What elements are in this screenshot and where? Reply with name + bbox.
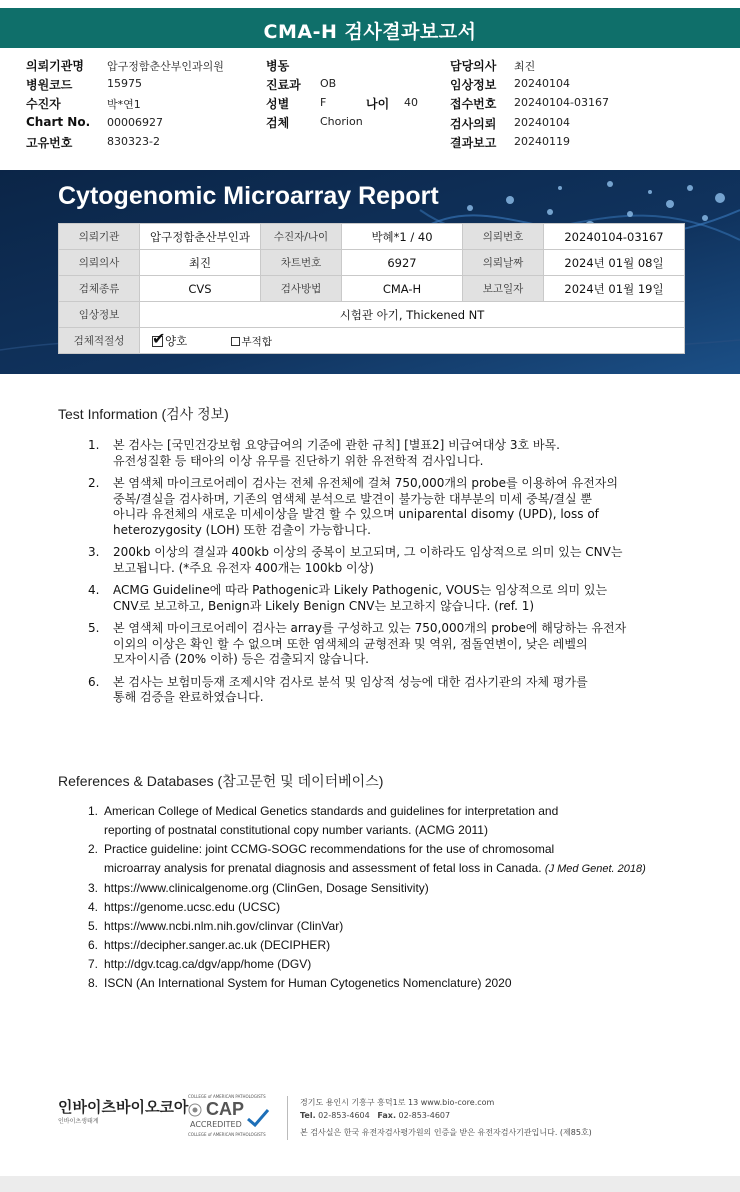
item-line-text: 본 염색체 마이크로어레이 검사는 array를 구성하고 있는 750,000개의 probe에 해당하는 유전자: [113, 621, 627, 635]
field-value-sex: F: [320, 96, 327, 109]
field-value-specimen: Chorion: [320, 115, 363, 128]
cap-text: CAP: [206, 1099, 245, 1119]
item-number: 5.: [88, 919, 99, 933]
field-label-doctor: 담당의사: [450, 59, 497, 73]
table-label: 보고일자: [463, 276, 544, 302]
reference-item: [88, 974, 728, 993]
journal-citation: (J Med Genet. 2018): [544, 863, 646, 875]
table-row: [59, 250, 685, 276]
item-number: 4.: [88, 900, 99, 914]
field-label-hospital-code: 병원코드: [26, 78, 73, 92]
table-value: 최진: [140, 250, 261, 276]
field-value-unique-no: 830323-2: [107, 135, 160, 148]
item-line-text: 이외의 이상은 확인 할 수 없으며 또한 염색체의 균형전좌 및 역위, 점돌연변이, 낮은 레벨의: [113, 636, 588, 651]
item-line-text: https://www.clinicalgenome.org (ClinGen, Dosage Sensitivity): [104, 881, 429, 895]
item-number: 2.: [88, 476, 100, 490]
table-value: 2024년 01월 19일: [544, 276, 685, 302]
item-line: [113, 438, 688, 454]
cap-emblem-icon: [188, 1103, 202, 1117]
checkmark-icon: ✔: [152, 328, 166, 348]
table-label: 검체적절성: [59, 328, 140, 354]
company-logo: 인바이츠바이오코아: [58, 1098, 189, 1116]
table-label: 임상정보: [59, 302, 140, 328]
reference-item: [88, 879, 728, 898]
table-label: 의뢰의사: [59, 250, 140, 276]
request-info-table: [58, 223, 685, 354]
reference-item: [88, 955, 728, 974]
field-label-result-date: 결과보고: [450, 136, 497, 150]
item-line: [113, 476, 688, 492]
reference-item: [88, 802, 728, 840]
item-number: 1.: [88, 438, 100, 452]
item-line-text: 유전성질환 등 태아의 이상 유무를 진단하기 위한 유전학적 검사입니다.: [113, 453, 484, 468]
cma-report-title: Cytogenomic Microarray Report: [58, 182, 439, 210]
footer-divider: [287, 1096, 288, 1140]
field-label-receipt-no: 접수번호: [450, 97, 497, 111]
cap-check-icon: [246, 1108, 270, 1128]
item-number: 3.: [88, 881, 99, 895]
item-line: [104, 917, 728, 936]
item-line: [113, 583, 688, 599]
clinical-info-value: 시험관 아기, Thickened NT: [140, 302, 685, 328]
field-label-sex: 성별: [266, 97, 290, 111]
field-value-chart-no: 00006927: [107, 116, 163, 129]
item-number: 6.: [88, 938, 99, 952]
item-line-text: http://dgv.tcag.ca/dgv/app/home (DGV): [104, 957, 312, 971]
reference-item: [88, 898, 728, 917]
item-number: 3.: [88, 545, 100, 559]
field-label-unique-no: 고유번호: [26, 136, 73, 150]
table-label: 검체종류: [59, 276, 140, 302]
field-label-specimen: 검체: [266, 116, 290, 130]
item-line-text: 보고됩니다. (*주요 유전자 400개는 100kb 이상): [113, 560, 374, 575]
item-line: [104, 936, 728, 955]
field-value-patient: 박*연1: [107, 98, 141, 111]
item-line-text: 중복/결실을 검사하며, 기존의 염색체 분석으로 발견이 불가능한 대부분의 미세 중복/결실 뿐: [113, 491, 592, 506]
item-number: 1.: [88, 804, 99, 818]
test-info-list: [88, 438, 688, 713]
cap-bottom-text: COLLEGE of AMERICAN PATHOLOGISTS: [188, 1132, 266, 1137]
footer: [0, 1090, 740, 1150]
item-line: [113, 561, 688, 577]
field-value-department: OB: [320, 77, 337, 90]
field-label-department: 진료과: [266, 78, 301, 92]
item-number: 7.: [88, 957, 99, 971]
field-value-result-date: 20240119: [514, 135, 570, 148]
item-line: [104, 821, 728, 840]
field-label-ward: 병동: [266, 59, 290, 73]
test-info-item: [88, 476, 688, 538]
table-value: 압구정함춘산부인과: [140, 224, 261, 250]
item-line: [113, 690, 688, 706]
title-bar: [0, 8, 740, 48]
reference-item: [88, 936, 728, 955]
item-line: [113, 637, 688, 653]
cap-accredited-logo: [188, 1094, 278, 1142]
test-info-item: [88, 675, 688, 706]
company-address: 경기도 용인시 기흥구 흥덕1로 13 www.bio-core.com: [300, 1098, 495, 1107]
report-title: CMA-H 검사결과보고서: [263, 21, 477, 43]
cap-top-text: COLLEGE of AMERICAN PATHOLOGISTS: [188, 1094, 266, 1099]
table-label: 의뢰기관: [59, 224, 140, 250]
field-label-patient: 수진자: [26, 97, 61, 111]
references-heading: References & Databases (참고문헌 및 데이터베이스): [58, 773, 384, 789]
item-line-text: CNV로 보고하고, Benign과 Likely Benign CNV는 보고하지 않습니다. (ref. 1): [113, 598, 535, 613]
item-line: [113, 545, 688, 561]
item-line-text: reporting of postnatal constitutional copy number variants. (ACMG 2011): [104, 823, 488, 837]
item-line: [113, 599, 688, 615]
field-label-request-date: 검사의뢰: [450, 117, 497, 131]
item-line-text: 통해 검증을 완료하였습니다.: [113, 690, 264, 704]
item-line: [104, 974, 728, 993]
item-line-text: American College of Medical Genetics standards and guidelines for interpretation and: [104, 804, 559, 818]
item-line: [113, 652, 688, 668]
tel-label: Tel.: [300, 1111, 316, 1120]
checkbox-unsuitable: [231, 337, 240, 346]
field-value-receipt-no: 20240104-03167: [514, 96, 609, 109]
fax-label: Fax.: [377, 1111, 396, 1120]
table-row: [59, 328, 685, 354]
item-line-text: ACMG Guideline에 따라 Pathogenic과 Likely Pathogenic, VOUS는 임상적으로 의미 있는: [113, 583, 608, 597]
field-value-hospital-code: 15975: [107, 77, 142, 90]
item-line-text: 아니라 유전체의 새로운 미세이상을 발견 할 수 있으며 uniparental disomy (UPD), loss of: [113, 507, 599, 521]
item-line: [104, 802, 728, 821]
item-number: 2.: [88, 842, 99, 856]
company-logo-sub: 인바이츠생태계: [58, 1118, 99, 1125]
reference-item: [88, 840, 728, 879]
test-info-item: [88, 621, 688, 668]
item-line-text: https://www.ncbi.nlm.nih.gov/clinvar (ClinVar): [104, 919, 344, 933]
field-value-request-date: 20240104: [514, 116, 570, 129]
field-label-clinical-info: 임상정보: [450, 78, 497, 92]
references-list: [88, 802, 728, 993]
item-line-text: ISCN (An International System for Human Cytogenetics Nomenclature) 2020: [104, 976, 512, 990]
field-value-clinical-info: 20240104: [514, 77, 570, 90]
field-label-age: 나이: [366, 97, 390, 111]
item-line-text: 본 검사는 보험미등재 조제시약 검사로 분석 및 임상적 성능에 대한 검사기관의 자체 평가를: [113, 674, 588, 689]
test-info-item: [88, 583, 688, 614]
table-row: [59, 302, 685, 328]
patient-header: [0, 54, 740, 164]
field-value-age: 40: [404, 96, 418, 109]
table-value: 6927: [342, 250, 463, 276]
table-label: 의뢰날짜: [463, 250, 544, 276]
item-line-text: 본 검사는 [국민건강보험 요양급여의 기준에 관한 규칙] [별표2] 비급여대상 3호 바목.: [113, 438, 560, 452]
option-good-label: 양호: [165, 333, 188, 348]
table-value: CMA-H: [342, 276, 463, 302]
item-line: [113, 523, 688, 539]
table-label: 차트번호: [261, 250, 342, 276]
item-line-text: https://decipher.sanger.ac.uk (DECIPHER): [104, 938, 331, 952]
item-number: 5.: [88, 621, 100, 635]
field-label-chart-no: Chart No.: [26, 115, 91, 129]
item-line-text: microarray analysis for prenatal diagnosis and assessment of fetal loss in Canada.: [104, 861, 542, 875]
company-contact: [300, 1111, 450, 1120]
item-line: [113, 507, 688, 523]
item-line: [104, 898, 728, 917]
test-info-item: [88, 545, 688, 576]
item-number: 4.: [88, 583, 100, 597]
field-value-doctor: 최진: [514, 60, 536, 73]
field-value-institution: 압구정함춘산부인과의원: [107, 60, 224, 73]
item-line: [104, 879, 728, 898]
field-label-institution: 의뢰기관명: [26, 59, 84, 73]
table-row: [59, 224, 685, 250]
test-info-heading: Test Information (검사 정보): [58, 406, 229, 422]
item-line: [113, 675, 688, 691]
item-number: 8.: [88, 976, 99, 990]
table-value: 2024년 01월 08일: [544, 250, 685, 276]
table-value: 20240104-03167: [544, 224, 685, 250]
item-line-text: 모자이시즘 (20% 이하) 등은 검출되지 않습니다.: [113, 652, 369, 666]
item-line-text: https://genome.ucsc.edu (UCSC): [104, 900, 281, 914]
cap-accredited-text: ACCREDITED: [190, 1120, 242, 1129]
table-value: CVS: [140, 276, 261, 302]
item-line-text: Practice guideline: joint CCMG-SOGC recommendations for the use of chromosomal: [104, 842, 555, 856]
test-info-item: [88, 438, 688, 469]
reference-item: [88, 917, 728, 936]
specimen-adequacy: [140, 328, 685, 354]
table-label: 수진자/나이: [261, 224, 342, 250]
item-line: [104, 859, 728, 879]
report-banner: [0, 170, 740, 374]
item-line: [104, 840, 728, 859]
item-line-text: 본 염색체 마이크로어레이 검사는 전체 유전체에 걸쳐 750,000개의 probe를 이용하여 유전자의: [113, 476, 618, 490]
option-unsuitable-label: 부적합: [241, 335, 272, 348]
item-line-text: 200kb 이상의 결실과 400kb 이상의 중복이 보고되며, 그 이하라도 임상적으로 의미 있는 CNV는: [113, 545, 623, 559]
accreditation-notice: 본 검사실은 한국 유전자검사평가원의 인증을 받은 유전자검사기관입니다. (제85호): [300, 1128, 592, 1137]
item-number: 6.: [88, 674, 100, 689]
checkbox-good: [152, 328, 166, 348]
table-label: 검사방법: [261, 276, 342, 302]
table-row: [59, 276, 685, 302]
tel-value: 02-853-4604: [318, 1111, 370, 1120]
item-line: [113, 492, 688, 508]
item-line: [104, 955, 728, 974]
item-line: [113, 621, 688, 637]
item-line: [113, 454, 688, 470]
item-line-text: heterozygosity (LOH) 또한 검출이 가능합니다.: [113, 522, 371, 537]
fax-value: 02-853-4607: [398, 1111, 451, 1120]
table-value: 박혜*1 / 40: [342, 224, 463, 250]
table-label: 의뢰번호: [463, 224, 544, 250]
